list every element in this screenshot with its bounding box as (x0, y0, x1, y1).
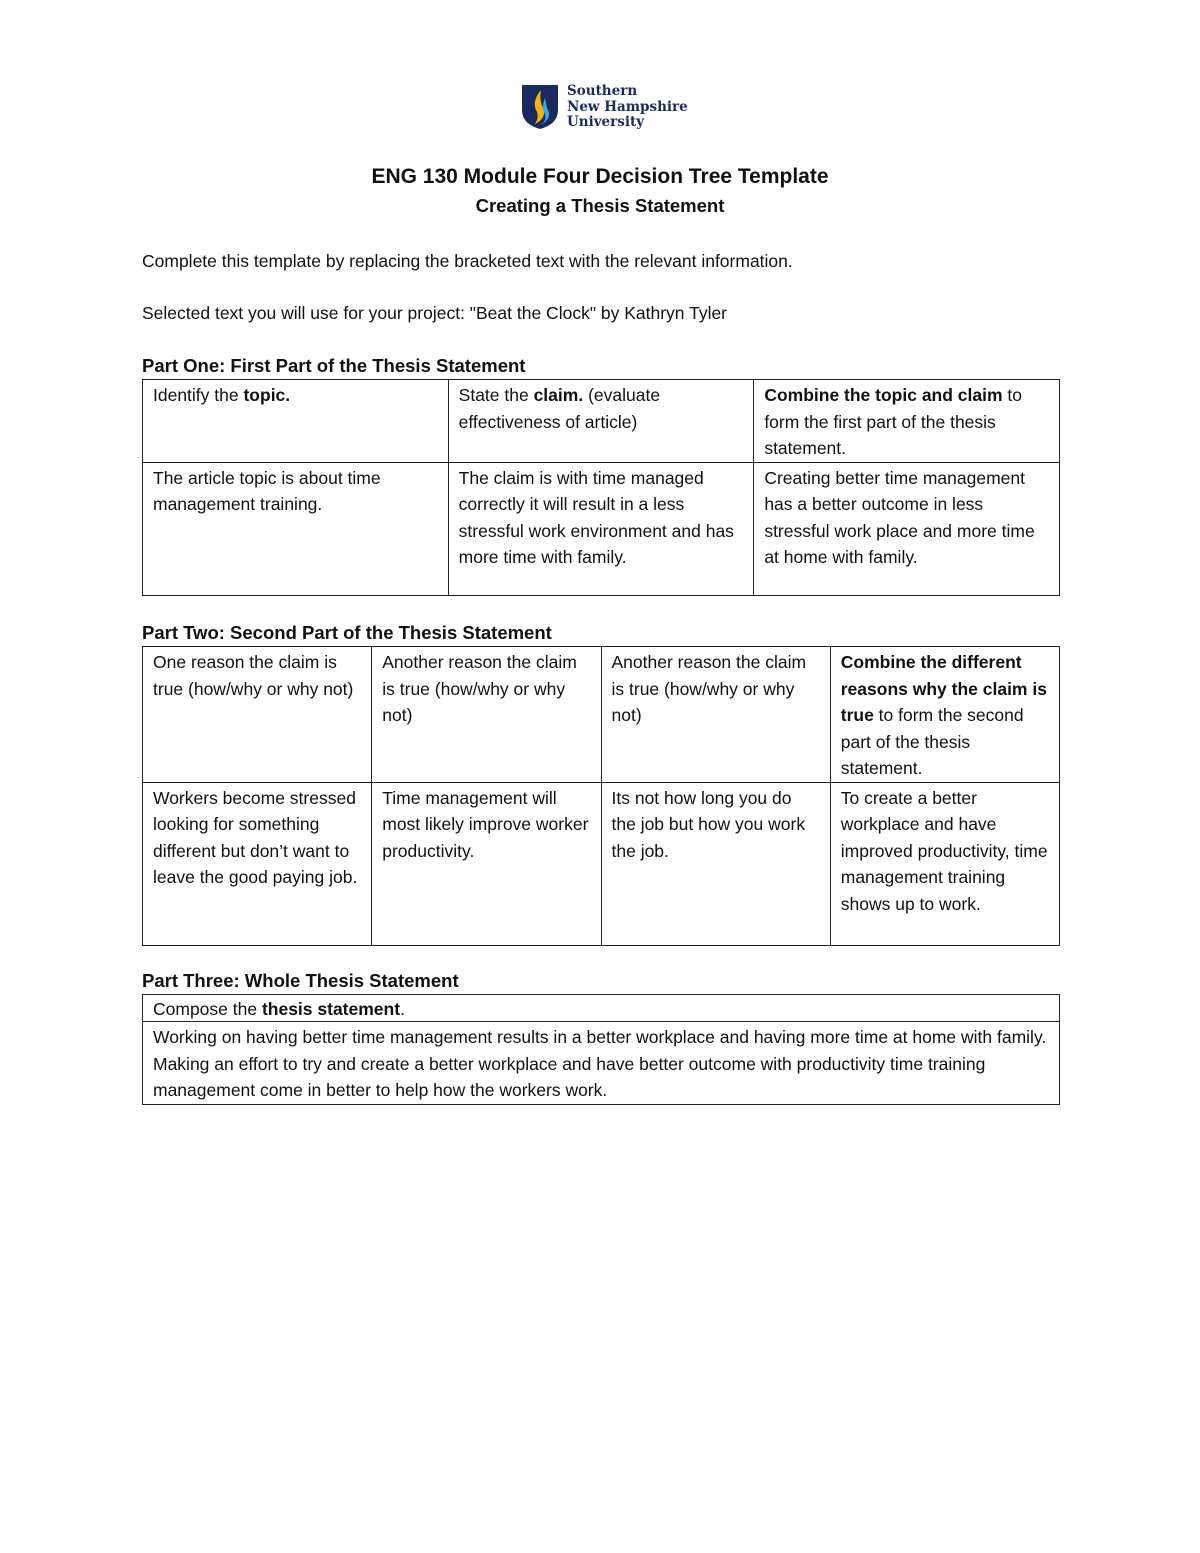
part-one-table (142, 379, 1060, 596)
shield-flame-icon (521, 84, 559, 130)
document-subtitle: Creating a Thesis Statement (475, 195, 725, 216)
table-header-row (143, 380, 1060, 463)
part-one-heading: Part One: First Part of the Thesis Statement (142, 355, 526, 376)
header-cell: Another reason the claim is true (how/why or why not) (601, 647, 830, 783)
instructions: Complete this template by replacing the bracketed text with the relevant information. (142, 251, 793, 271)
snhu-logo (521, 84, 688, 131)
part-two-table (142, 646, 1060, 946)
answer-cell[interactable]: Workers become stressed looking for something different but don’t want to leave the good paying job. (143, 782, 372, 945)
logo-line: Southern (567, 83, 638, 99)
header-cell: Another reason the claim is true (how/why or why not) (372, 647, 601, 783)
answer-cell[interactable]: Creating better time management has a better outcome in less stressful work place and more time at home with family. (754, 462, 1060, 595)
part-two-heading: Part Two: Second Part of the Thesis Statement (142, 622, 552, 643)
logo-line: University (567, 114, 645, 130)
table-header-row (143, 995, 1060, 1022)
answer-cell[interactable]: Its not how long you do the job but how you work the job. (601, 782, 830, 945)
header-cell: Compose the thesis statement. (143, 995, 1060, 1022)
logo-line: New Hampshire (567, 98, 688, 115)
header-cell: Identify the topic. (143, 380, 449, 463)
table-row (143, 782, 1060, 945)
selected-text: Selected text you will use for your project: "Beat the Clock" by Kathryn Tyler (142, 303, 728, 323)
part-three-table (142, 994, 1060, 1105)
answer-cell[interactable]: Time management will most likely improve worker productivity. (372, 782, 601, 945)
header-cell: One reason the claim is true (how/why or why not) (143, 647, 372, 783)
answer-cell[interactable]: The article topic is about time management training. (143, 462, 449, 595)
answer-cell[interactable]: To create a better workplace and have improved productivity, time management training shows up to work. (830, 782, 1059, 945)
header-cell: Combine the different reasons why the claim is true to form the second part of the thesis statement. (830, 647, 1059, 783)
table-header-row (143, 647, 1060, 783)
table-row (143, 462, 1060, 595)
part-three-heading: Part Three: Whole Thesis Statement (142, 970, 459, 991)
header-cell: State the claim. (evaluate effectiveness of article) (448, 380, 754, 463)
answer-cell[interactable]: Working on having better time management results in a better workplace and having more time at home with family. Making an effort to try and create a better workplace and have better outcome with productivity time training management come in better to help how the workers work. (143, 1022, 1060, 1105)
answer-cell[interactable]: The claim is with time managed correctly it will result in a less stressful work environment and has more time with family. (448, 462, 754, 595)
header-cell: Combine the topic and claim to form the first part of the thesis statement. (754, 380, 1060, 463)
table-row (143, 1022, 1060, 1105)
document-title: ENG 130 Module Four Decision Tree Template (371, 165, 829, 188)
